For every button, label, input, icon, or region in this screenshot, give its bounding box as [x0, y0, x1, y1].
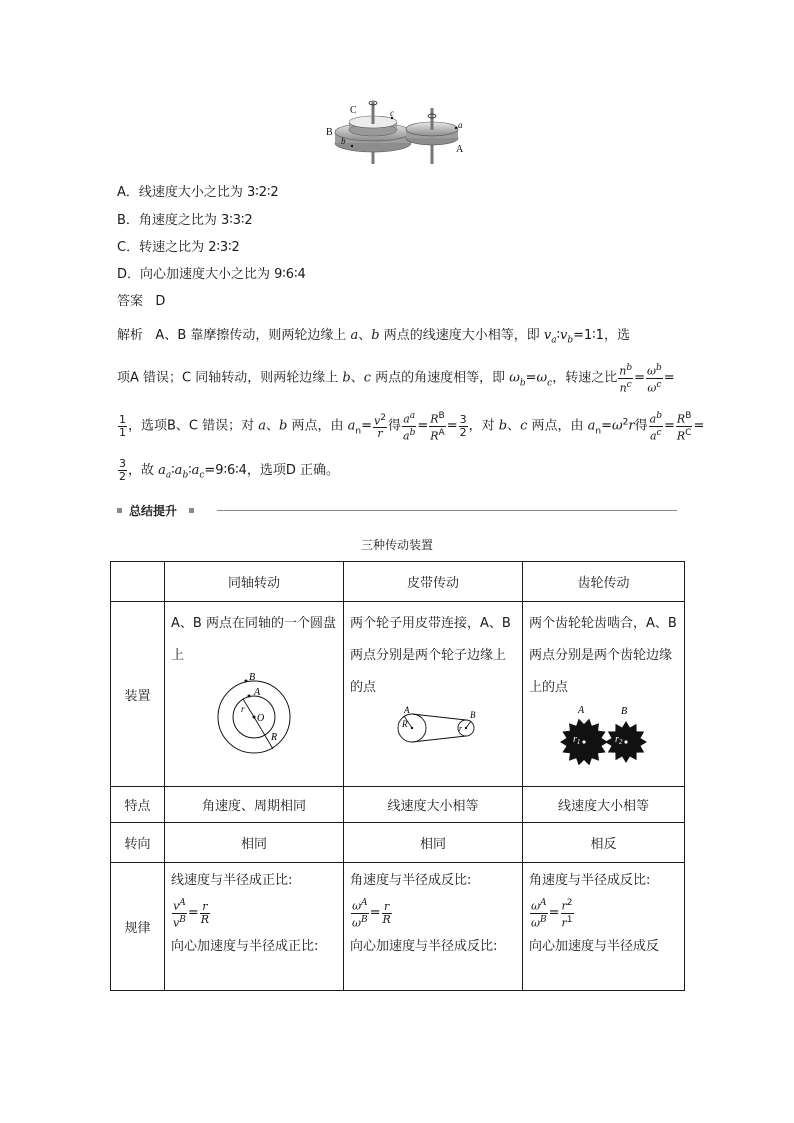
analysis-line-2: 项A 错误；C 同轴转动，则两轮边缘上 b、c 两点的角速度相等，即 $\omega_b=\omega_c$，转速之比 $\frac{n^b}{n^c}$ = $\frac{\omega^b}{\omega^c}$ = [117, 363, 675, 395]
gear-left-icon [560, 719, 608, 766]
coaxial-device-text: A、B 两点在同轴的一个圆盘上 [171, 616, 336, 663]
gear-device-text: 两个齿轮轮齿啮合，A、B 两点分别是两个齿轮边缘上的点 [529, 616, 677, 695]
belt-label-B: B [470, 710, 476, 720]
direction-belt: 相同 [344, 823, 523, 863]
section-bullet-icon [117, 508, 122, 513]
gear-label-r1: $r_1$ [573, 734, 581, 746]
belt-label-r: r [459, 724, 463, 733]
table-row-direction [111, 823, 685, 863]
coaxial-label-B: B [249, 672, 256, 683]
analysis-line-3: $\frac{1}{1}$ ，选项B、C 错误；对 a、b 两点，由 $a_n=$ $\frac{v^2}{r}$ 得 $\frac{a^a}{a^b}$ = $\frac{R^B}{R^A}$ = $\frac{3}{2}$ ，对 b、c 两点，由 $a_n=\omega^2r$得 $\frac{a^b}{a^c}$ = $\frac{R^B}{R^C}$ = [119, 411, 705, 443]
rule-gear-line1: 角速度与半径成反比: [529, 873, 651, 888]
coaxial-label-R: R [271, 732, 278, 743]
coaxial-label-r: r [241, 704, 245, 714]
section-title: 总结提升 [129, 504, 178, 518]
table-caption: 三种传动装置 [360, 538, 433, 552]
label-b: b [341, 136, 346, 146]
option-a: A．线速度大小之比为 3∶2∶2 [117, 185, 279, 200]
rule-coaxial-line2: 向心加速度与半径成正比: [171, 939, 319, 955]
section-bullet-icon [189, 508, 194, 513]
belt-label-R: R [402, 719, 408, 729]
table-row-device [111, 602, 685, 787]
header-gear: 齿轮传动 [523, 562, 685, 602]
rule-gear-line2: 向心加速度与半径成反 [529, 939, 660, 955]
rule-belt-line1: 角速度与半径成反比: [350, 873, 472, 888]
label-c: c [390, 108, 394, 118]
table-header-row [111, 562, 685, 602]
header-empty-cell [111, 562, 165, 602]
belt-label-A: A [404, 705, 410, 715]
header-belt: 皮带传动 [344, 562, 523, 602]
table-row-rule [111, 863, 685, 991]
option-d: D．向心加速度大小之比为 9∶6∶4 [117, 267, 306, 282]
direction-coaxial: 相同 [165, 823, 344, 863]
friction-wheels-figure [322, 98, 482, 170]
feature-belt: 线速度大小相等 [344, 787, 523, 823]
row-label-rule: 规律 [111, 863, 165, 991]
label-a: a [458, 120, 463, 130]
section-rule [217, 510, 677, 511]
feature-gear: 线速度大小相等 [523, 787, 685, 823]
coaxial-label-A: A [254, 687, 261, 698]
rule-gear-formula: $\frac{\omega^A}{\omega^B}$ = $\frac{r^2}{r^1}$ [531, 898, 573, 930]
label-B: B [326, 127, 333, 138]
option-b: B．角速度之比为 3∶3∶2 [117, 213, 253, 228]
direction-gear: 相反 [523, 823, 685, 863]
header-coaxial: 同轴转动 [165, 562, 344, 602]
row-label-direction: 转向 [111, 823, 165, 863]
table-row-feature [111, 787, 685, 823]
section-header [117, 502, 677, 520]
gear-label-A: A [578, 705, 585, 716]
option-c: C．转速之比为 2∶3∶2 [117, 240, 240, 255]
gear-label-B: B [621, 706, 628, 717]
analysis-line-1: 解析 A、B 靠摩擦传动，则两轮边缘上 a、b 两点的线速度大小相等，即 $v_a∶v_b=1∶1$，选 [117, 328, 630, 346]
rule-belt [344, 863, 523, 991]
rule-belt-line2: 向心加速度与半径成反比: [350, 939, 498, 955]
gear-diagram [529, 704, 679, 768]
rule-coaxial-line1: 线速度与半径成正比: [171, 873, 293, 888]
belt-device-text: 两个轮子用皮带连接，A、B 两点分别是两个轮子边缘上的点 [350, 616, 511, 695]
cell-device-coaxial [165, 602, 344, 787]
coaxial-diagram [171, 672, 337, 762]
coaxial-label-O: O [257, 713, 265, 724]
label-A: A [456, 144, 464, 155]
analysis-line-4: $\frac{3}{2}$ ，故 $a_a∶a_b∶a_c=9∶6∶4$，选项D 正确。 [119, 457, 340, 483]
rule-coaxial-formula: $\frac{v^A}{v^B}$ = $\frac{r}{R}$ [173, 898, 210, 930]
cell-device-gear [523, 602, 685, 787]
rule-gear [523, 863, 685, 991]
cell-device-belt [344, 602, 523, 787]
row-label-feature: 特点 [111, 787, 165, 823]
belt-diagram [350, 704, 516, 750]
rule-coaxial [165, 863, 344, 991]
feature-coaxial: 角速度、周期相同 [165, 787, 344, 823]
transmission-table [110, 561, 685, 991]
answer-line: 答案 D [117, 294, 166, 309]
label-C: C [350, 105, 357, 116]
rule-belt-formula: $\frac{\omega^A}{\omega^B}$ = $\frac{r}{R}$ [352, 898, 391, 930]
row-label-device: 装置 [111, 602, 165, 787]
gear-right-icon [605, 721, 647, 763]
gear-label-r2: $r_2$ [615, 734, 623, 746]
